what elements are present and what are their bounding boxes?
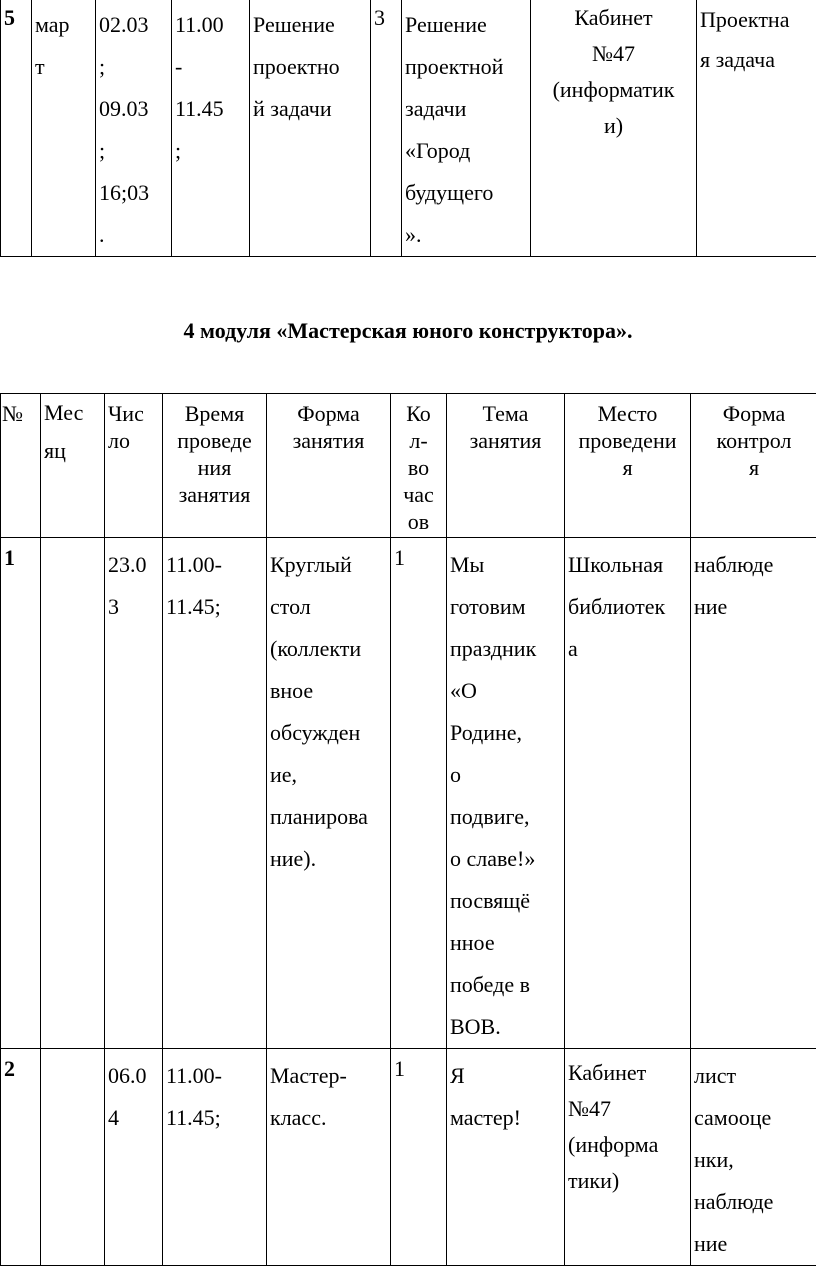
header-num: № — [1, 394, 41, 538]
row-number: 5 — [1, 0, 32, 257]
place-cell: Кабинет №47 (информатик и) — [531, 0, 697, 257]
table-row — [1, 0, 816, 257]
date-cell: 06.0 4 — [105, 1049, 163, 1266]
hours-cell: 1 — [391, 538, 447, 1049]
form-cell: Круглый стол (коллекти вное обсужден ие, планирова ние). — [267, 538, 391, 1049]
place-cell: Кабинет №47 (информа тики) — [565, 1049, 691, 1266]
hours-cell: 3 — [371, 0, 402, 257]
time-cell: 11.00- 11.45; — [163, 538, 267, 1049]
header-control: Форма контрол я — [691, 394, 816, 538]
form-cell: Решение проектно й задачи — [250, 0, 371, 257]
topic-cell: Решение проектной задачи «Город будущего ». — [402, 0, 531, 257]
row-number: 2 — [1, 1049, 41, 1266]
dates-cell: 02.03 ; 09.03 ; 16;03 . — [96, 0, 172, 257]
place-cell: Школьная библиотек а — [565, 538, 691, 1049]
header-place: Место проведени я — [565, 394, 691, 538]
control-cell: наблюде ние — [691, 538, 816, 1049]
date-cell: 23.0 3 — [105, 538, 163, 1049]
month-cell — [41, 538, 105, 1049]
header-date: Чис ло — [105, 394, 163, 538]
form-cell: Мастер- класс. — [267, 1049, 391, 1266]
section-title: 4 модуля «Мастерская юного конструктора». — [0, 318, 816, 344]
header-hours: Ко л- во час ов — [391, 394, 447, 538]
header-month: Мес яц — [41, 394, 105, 538]
control-cell: лист самооце нки, наблюде ние — [691, 1049, 816, 1266]
header-time: Время проведе ния занятия — [163, 394, 267, 538]
header-topic: Тема занятия — [447, 394, 565, 538]
table-header-row — [1, 394, 816, 538]
row-number: 1 — [1, 538, 41, 1049]
hours-cell: 1 — [391, 1049, 447, 1266]
topic-cell: Мы готовим праздник «О Родине, о подвиге, о славе!» посвящё нное победе в ВОВ. — [447, 538, 565, 1049]
table-row — [1, 1049, 816, 1266]
month-cell: мар т — [32, 0, 96, 257]
topic-cell: Я мастер! — [447, 1049, 565, 1266]
control-cell: Проектна я задача — [697, 0, 816, 257]
time-cell: 11.00 - 11.45 ; — [172, 0, 250, 257]
time-cell: 11.00- 11.45; — [163, 1049, 267, 1266]
table-row — [1, 538, 816, 1049]
header-form: Форма занятия — [267, 394, 391, 538]
schedule-table-module-4 — [0, 393, 816, 1266]
schedule-table-continued — [0, 0, 816, 257]
month-cell — [41, 1049, 105, 1266]
